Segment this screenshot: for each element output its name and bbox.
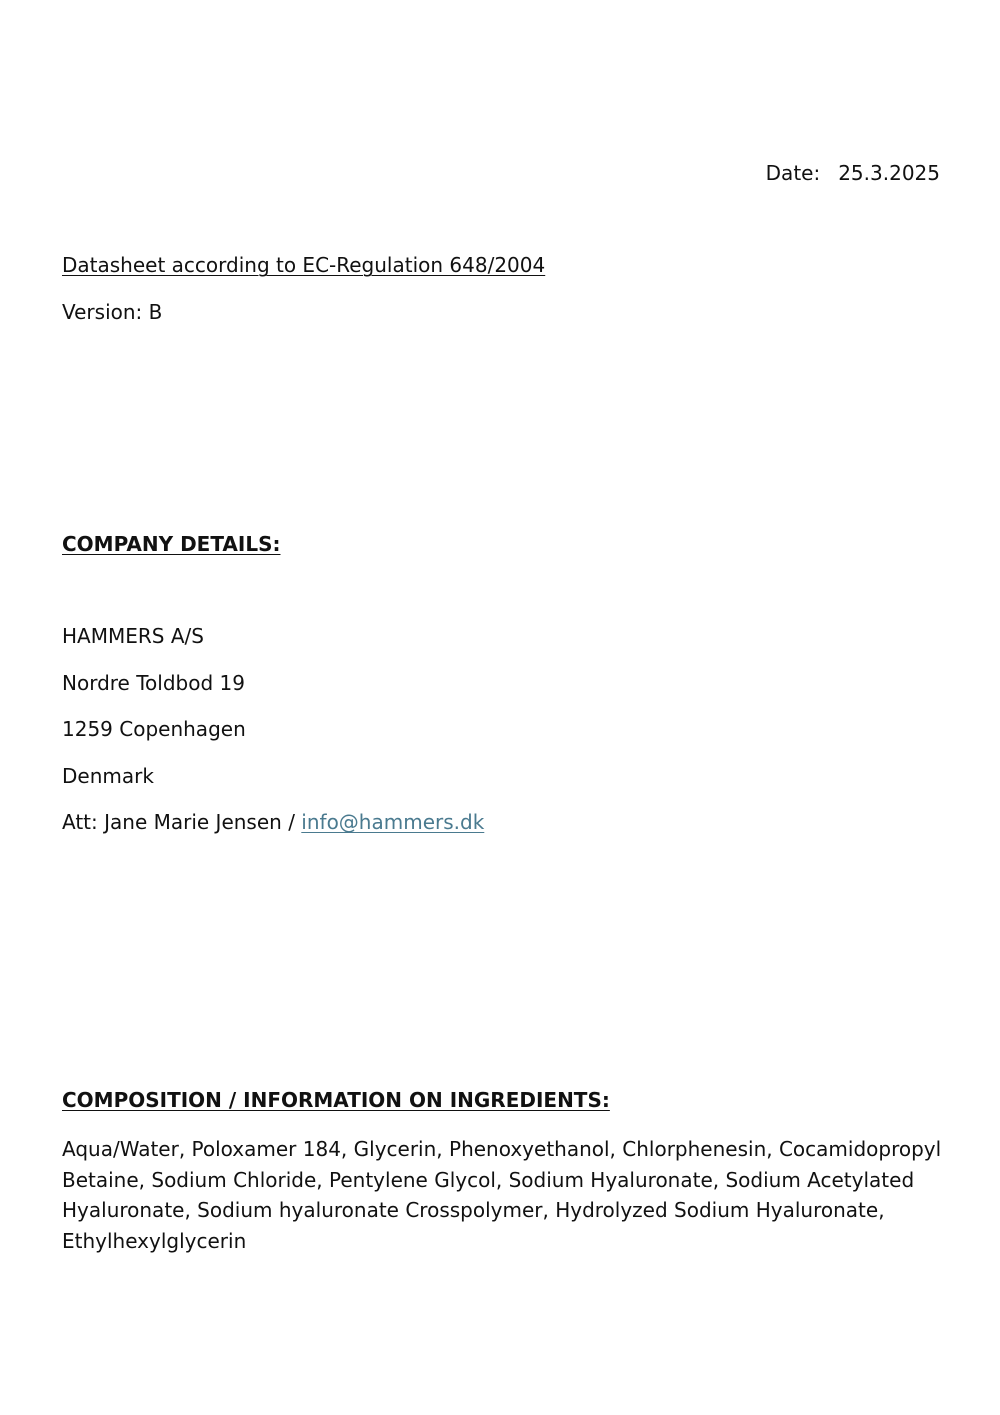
company-details-heading: COMPANY DETAILS: bbox=[62, 532, 281, 556]
ingredients-list: Aqua/Water, Poloxamer 184, Glycerin, Phenoxyethanol, Chlorphenesin, Cocamidopropyl Betaine, Sodium Chloride, Pentylene Glycol, Sodium Hyaluronate, Sodium Acetylated Hyaluronate, Sodium hyaluronate Crosspolymer, Hydrolyzed Sodium Hyaluronate, Ethylhexylglycerin bbox=[62, 1137, 942, 1253]
contact-person: Att: Jane Marie Jensen / bbox=[62, 810, 302, 834]
date-row bbox=[766, 161, 940, 185]
date-value: 25.3.2025 bbox=[838, 161, 940, 185]
company-contact bbox=[62, 810, 484, 834]
email-link[interactable]: info@hammers.dk bbox=[301, 810, 485, 834]
company-name: HAMMERS A/S bbox=[62, 624, 204, 648]
company-country: Denmark bbox=[62, 764, 154, 788]
datasheet-title: Datasheet according to EC-Regulation 648/2004 bbox=[62, 253, 546, 277]
date-label: Date: bbox=[765, 161, 821, 185]
composition-heading: COMPOSITION / INFORMATION ON INGREDIENTS: bbox=[62, 1088, 610, 1112]
company-city: 1259 Copenhagen bbox=[62, 717, 246, 741]
version-label: Version: B bbox=[62, 300, 163, 324]
company-street: Nordre Toldbod 19 bbox=[62, 671, 245, 695]
